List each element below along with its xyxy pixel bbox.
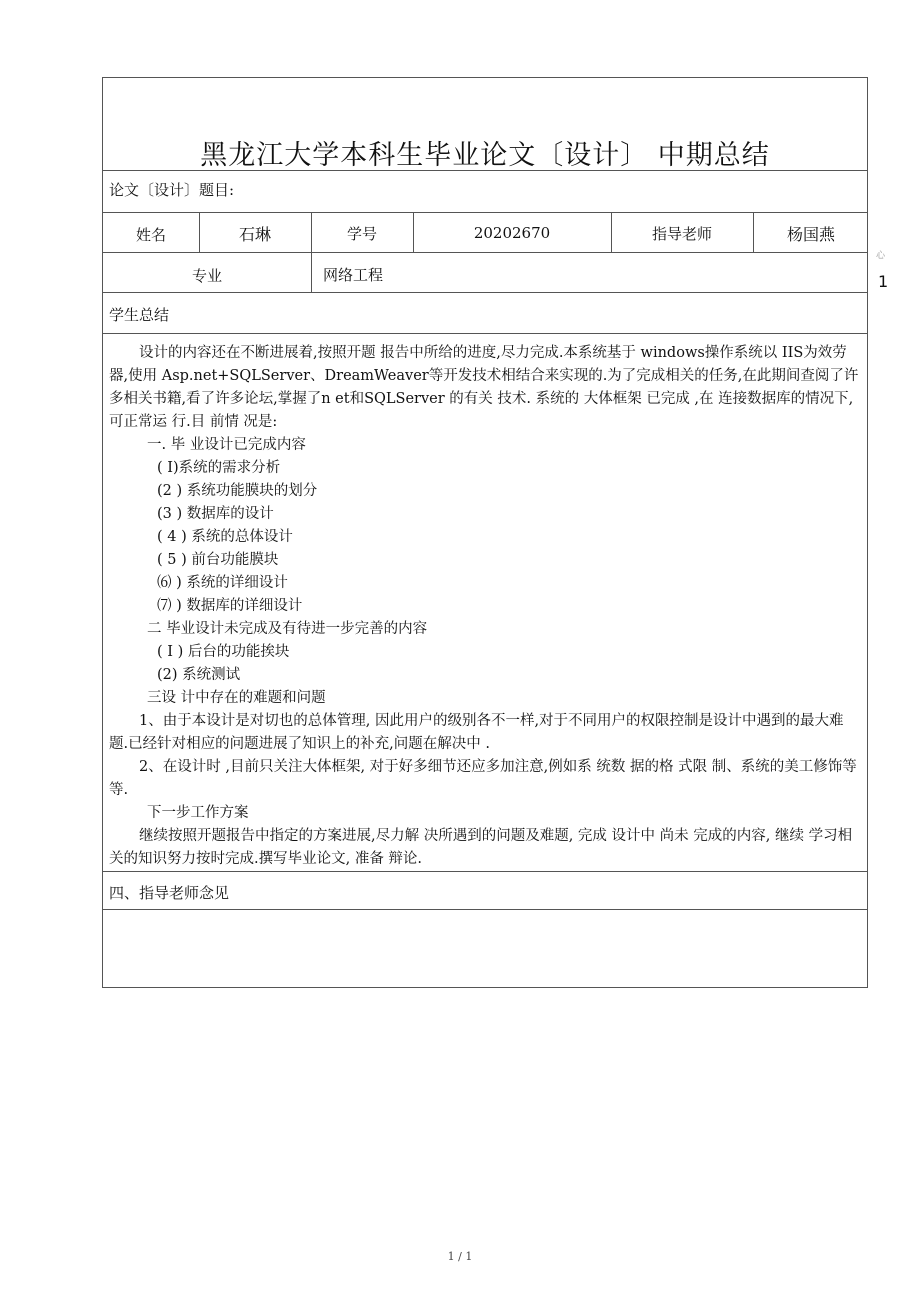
list-item: ⑹ ) 系统的详细设计 bbox=[157, 575, 288, 591]
major-label: 专业 bbox=[191, 267, 222, 285]
page-number: 1 / 1 bbox=[447, 1250, 473, 1263]
side-number: 1 bbox=[878, 272, 889, 291]
divider bbox=[103, 333, 867, 334]
plan-paragraph: 继续按照开题报告中指定的方案进展,尽力解 决所遇到的问题及难题, 完成 设计中 尚未 完成的内容, 继续 学习相关的知识努力按时完成.撰写毕业论文, 准备 辩论. bbox=[109, 828, 853, 867]
thesis-title-label: 论文〔设计〕题目: bbox=[109, 181, 235, 199]
midterm-summary-form bbox=[102, 77, 868, 988]
form-title: 黑龙江大学本科生毕业论文〔设计〕 中期总结 bbox=[200, 140, 770, 171]
advisor-value: 杨国燕 bbox=[786, 225, 835, 244]
section-heading: 一. 毕 业设计已完成内容 bbox=[147, 437, 306, 453]
list-item: ( 4 ) 系统的总体设计 bbox=[157, 529, 293, 545]
problem-paragraph: 1、由于本设计是对切也的总体管理, 因此用户的级别各不一样,对于不同用户的权限控制是设计中遇到的最大难题.已经针对相应的问题进展了知识上的补充,问题在解决中 . bbox=[109, 713, 844, 752]
list-item: ⑺ ) 数据库的详细设计 bbox=[157, 598, 303, 614]
list-item: ( I)系统的需求分析 bbox=[157, 460, 281, 476]
list-item: (2) 系统测试 bbox=[157, 667, 241, 683]
list-item: (2 ) 系统功能膜块的划分 bbox=[157, 483, 318, 499]
problem-paragraph: 2、在设计时 ,目前只关注大体框架, 对于好多细节还应多加注意,例如系 统数 据的格 式限 制、系统的美工修饰等等. bbox=[109, 759, 857, 798]
divider bbox=[103, 871, 867, 872]
list-item: ( I ) 后台的功能挨块 bbox=[157, 644, 290, 660]
advisor-label: 指导老师 bbox=[651, 225, 712, 243]
side-mark: 心 bbox=[876, 251, 886, 261]
summary-body bbox=[109, 342, 861, 871]
section-heading: 二 毕业设计未完成及有待进一步完善的内容 bbox=[147, 621, 428, 637]
divider bbox=[103, 252, 867, 253]
major-value: 网络工程 bbox=[323, 266, 384, 284]
section-heading: 三设 计中存在的难题和问题 bbox=[147, 690, 326, 706]
divider bbox=[103, 909, 867, 910]
summary-intro: 设计的内容还在不断进展着,按照开题 报告中所给的进度,尽力完成.本系统基于 windows操作系统以 IIS为效劳器,使用 Asp.net+SQLServer、DreamWeaver等开发技术相结合来实现的.为了完成相关的任务,在此期间查阅了许多相关书籍,看了许多论坛,掌握了n et和SQLServer 的有关 技术. 系统的 大体框架 已完成 ,在 连接数据库的情况下,可正常运 行.目 前情 况是: bbox=[109, 345, 859, 430]
name-value: 石琳 bbox=[238, 225, 271, 244]
name-label: 姓名 bbox=[135, 226, 166, 244]
student-id-label: 学号 bbox=[346, 225, 377, 243]
divider bbox=[103, 170, 867, 171]
section-heading: 下一步工作方案 bbox=[147, 805, 249, 821]
advisor-opinion-label: 四、指导老师念见 bbox=[109, 884, 230, 902]
divider bbox=[103, 292, 867, 293]
list-item: ( 5 ) 前台功能膜块 bbox=[157, 552, 279, 568]
student-id-value: 20202670 bbox=[473, 224, 551, 242]
student-summary-label: 学生总结 bbox=[109, 306, 170, 324]
list-item: (3 ) 数据库的设计 bbox=[157, 506, 274, 522]
